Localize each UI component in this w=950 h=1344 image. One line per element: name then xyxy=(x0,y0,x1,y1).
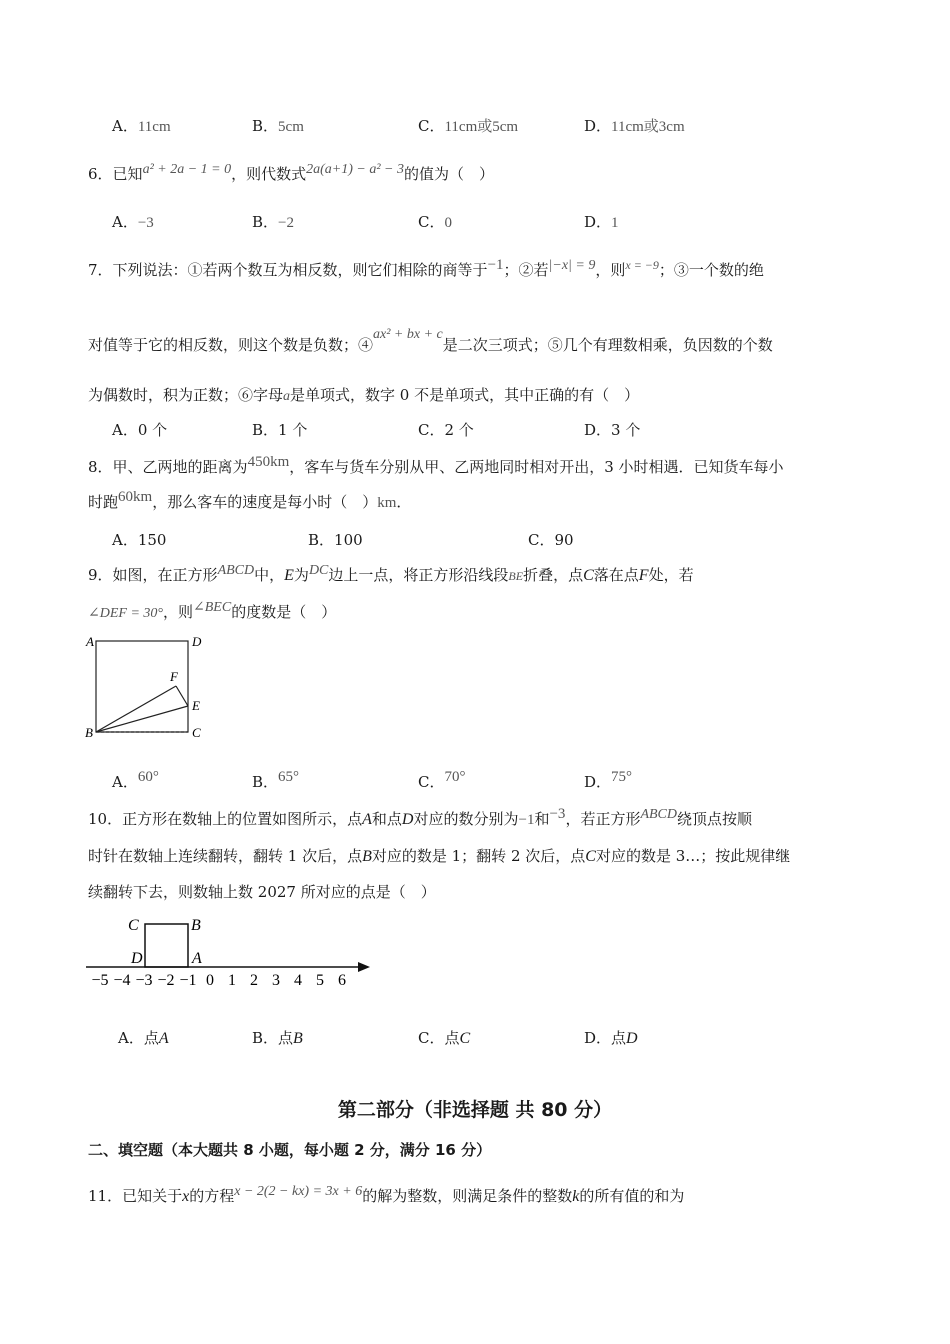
q9-label-c: C xyxy=(192,725,201,740)
q10-tick-label: 3 xyxy=(272,972,280,989)
q10-label-c: C xyxy=(128,917,139,934)
q10-tick-label: −2 xyxy=(157,972,175,989)
q10-option-b: B．点B xyxy=(252,1029,303,1047)
q8-line-2: 时跑60km，那么客车的速度是每小时（ ）km． xyxy=(88,489,412,511)
q10-tick-label: 1 xyxy=(228,972,236,989)
q9-label-b: B xyxy=(85,725,93,740)
q6-stem: 6．已知a² + 2a − 1 = 0，则代数式2a(a+1) − a² − 3的值为（ ） xyxy=(88,162,495,183)
part2-title: 第二部分（非选择题 共 80 分） xyxy=(337,1099,613,1121)
q9-line-2: ∠DEF = 30°，则∠BEC的度数是（ ） xyxy=(88,600,337,621)
q10-tick-label: −3 xyxy=(135,972,153,989)
q9-figure xyxy=(80,630,210,745)
q10-tick-label: 5 xyxy=(316,972,324,989)
section-heading: 二、填空题（本大题共 8 小题，每小题 2 分，满分 16 分） xyxy=(88,1141,492,1159)
q10-option-c: C．点C xyxy=(418,1029,471,1047)
q10-label-d: D xyxy=(131,950,143,967)
q10-tick-label: −4 xyxy=(113,972,131,989)
q5-option-c: C．11cm或5cm xyxy=(418,117,519,135)
q10-tick-label: 2 xyxy=(250,972,258,989)
q8-option-a: A．150 xyxy=(112,531,167,549)
q10-line-1: 10．正方形在数轴上的位置如图所示，点A和点D对应的数分别为−1和−3，若正方形ABCD绕顶点按顺 xyxy=(88,806,753,828)
q10-tick-label: 6 xyxy=(338,972,346,989)
q9-label-f: F xyxy=(170,669,178,684)
q10-tick-label: 0 xyxy=(206,972,214,989)
q9-option-b: B．65° xyxy=(252,769,300,791)
q9-line-be xyxy=(96,706,188,732)
q10-line-2: 时针在数轴上连续翻转，翻转 1 次后，点B对应的数是 1；翻转 2 次后，点C对应的数是 3…；按此规律继 xyxy=(88,847,791,865)
q5-option-b: B．5cm xyxy=(252,117,304,135)
q8-option-c: C．90 xyxy=(528,531,574,549)
q8-option-b: B．100 xyxy=(308,531,363,549)
q7-line-1: 7．下列说法：①若两个数互为相反数，则它们相除的商等于−1；②若|−x| = 9，则$^{x = -9}$；③一个数的绝 xyxy=(88,257,764,279)
q10-figure xyxy=(84,908,374,990)
q7-option-a: A．0 个 xyxy=(112,421,168,439)
q9-option-a: A．60° xyxy=(112,769,159,791)
q9-line-fe xyxy=(176,686,188,706)
q6-option-b: B．−2 xyxy=(252,213,294,231)
q9-line-1: 9．如图，在正方形ABCD中，E为DC边上一点，将正方形沿线段BE折叠，点C落在点F处，若 xyxy=(88,563,694,584)
q5-option-a: A．11cm xyxy=(112,117,171,135)
q9-label-e: E xyxy=(192,698,200,713)
q7-line-3: 为偶数时，积为正数；⑥字母a是单项式，数字 0 不是单项式，其中正确的有（ ） xyxy=(88,386,640,404)
q10-label-b: B xyxy=(191,917,201,934)
q9-option-c: C．70° xyxy=(418,769,466,791)
q9-label-a: A xyxy=(86,634,94,649)
q6-option-c: C．0 xyxy=(418,213,452,231)
q9-line-bf xyxy=(96,686,176,732)
q10-tick-label: −1 xyxy=(179,972,197,989)
q10-label-a: A xyxy=(192,950,202,967)
q11-stem: 11．已知关于x的方程x − 2(2 − kx) = 3x + 6的解为整数，则满足条件的整数k的所有值的和为 xyxy=(88,1184,685,1205)
q10-option-d: D．点D xyxy=(584,1029,638,1047)
q10-option-a: A．点A xyxy=(118,1029,169,1047)
q5-option-d: D．11cm或3cm xyxy=(584,117,685,135)
q10-square xyxy=(145,924,188,967)
q7-option-d: D．3 个 xyxy=(584,421,641,439)
q9-label-d: D xyxy=(192,634,202,649)
q10-tick-label: 4 xyxy=(294,972,302,989)
q10-tick-label: −5 xyxy=(91,972,109,989)
q6-option-d: D．1 xyxy=(584,213,619,231)
q9-option-d: D．75° xyxy=(584,769,633,791)
q6-option-a: A．−3 xyxy=(112,213,154,231)
q7-option-b: B．1 个 xyxy=(252,421,308,439)
q7-line-2: 对值等于它的相反数，则这个数是负数；④ax² + bx + c是二次三项式；⑤几个有理数相乘，负因数的个数 xyxy=(88,327,773,354)
q10-line-3: 续翻转下去，则数轴上数 2027 所对应的点是（ ） xyxy=(88,883,436,901)
q10-axis-arrow xyxy=(358,962,370,972)
q8-line-1: 8．甲、乙两地的距离为450km，客车与货车分别从甲、乙两地同时相对开出，3 小时相遇．已知货车每小 xyxy=(88,454,784,476)
q7-option-c: C．2 个 xyxy=(418,421,474,439)
